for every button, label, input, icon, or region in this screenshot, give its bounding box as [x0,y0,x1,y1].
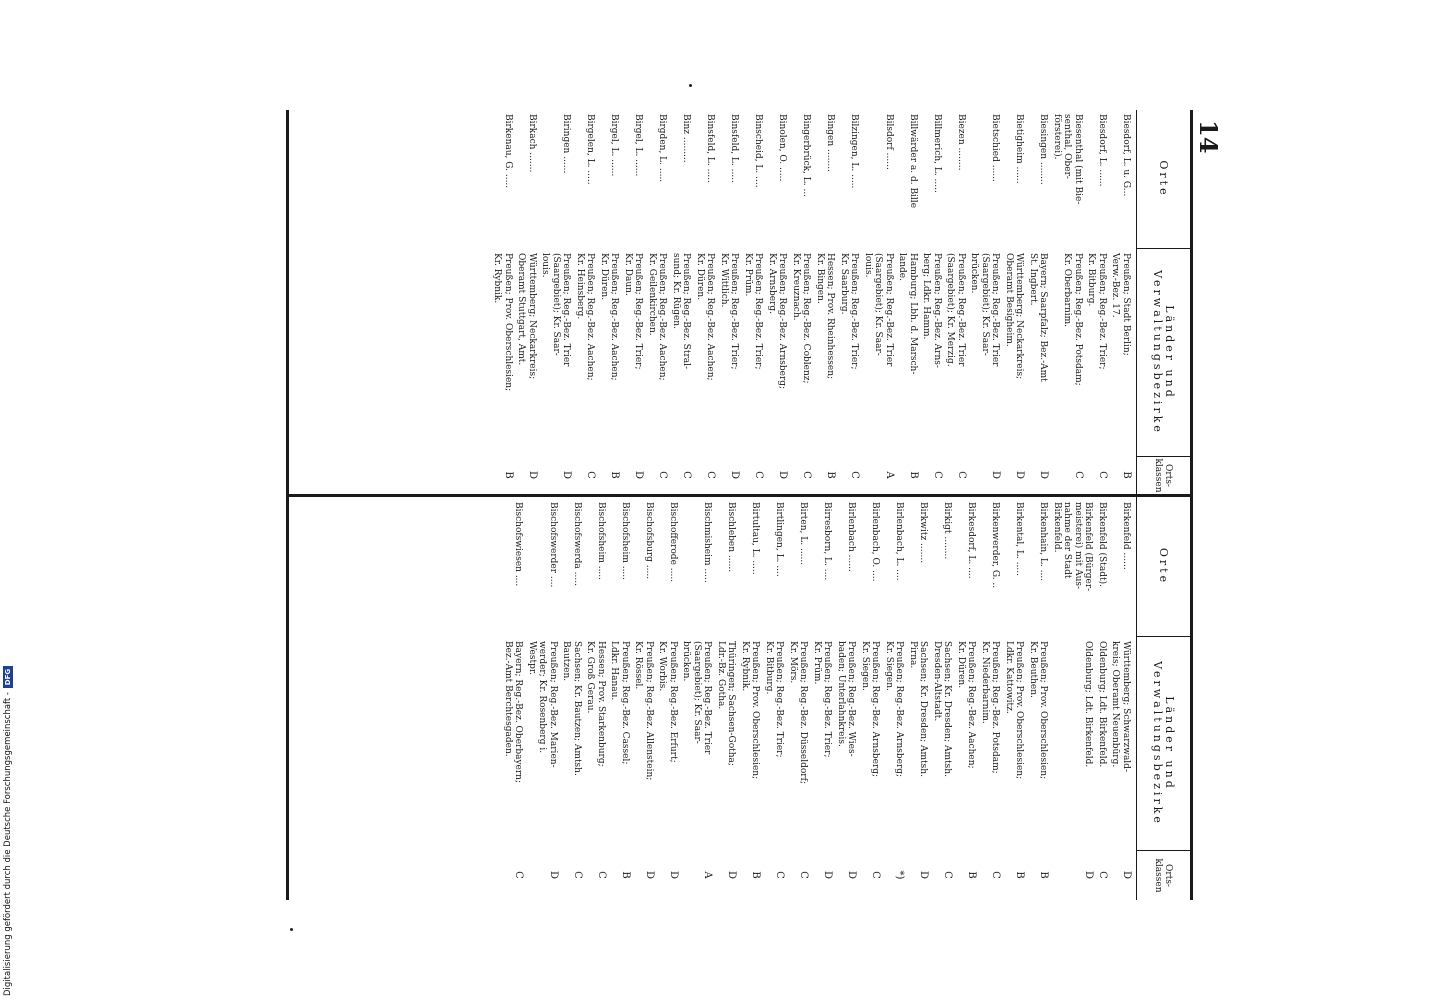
verwaltungsbezirk-line: Preußen; Reg.-Bez. Erfurt; [668,641,678,763]
scan-speck [689,84,692,87]
verwaltungsbezirk-line: Sachsen; Kr. Bautzen; Amtsh. [572,641,582,776]
ort-name-line: Billwärder a. d. Bille [908,114,918,209]
ort-name-line: Birkenfeld (Stadt). [1097,502,1107,587]
ort-name-line: Birkach ....... [527,114,537,173]
verwaltungsbezirk-line: Preußen; Reg.-Bez. Arnsberg; [894,641,905,778]
verwaltungsbezirk [1083,637,1094,850]
ortsklasse: D [729,470,741,480]
table-row [585,110,606,900]
verwaltungsbezirk-line: Kr. Daun. [623,253,633,296]
verwaltungsbezirk-line: Kr. Mörs. [788,641,798,684]
ortsklasse: C [705,471,717,479]
verwaltungsbezirk-line: Kr. Düren. [956,641,966,689]
verwaltungsbezirk-line: Hessen; Prov. Rheinhessen; [825,253,836,380]
verwaltungsbezirk [1004,637,1025,850]
table-bottom-rule [286,110,289,900]
table-row [527,110,559,900]
verwaltungsbezirk [764,637,785,850]
ort-name-line: Birlenbach ...... [846,502,857,572]
ort-name-line: Bischofswerder .... [548,502,558,588]
table-row [908,110,929,900]
ort-name-line: Bischofferode ..... [668,502,678,583]
table-row [633,110,654,900]
verwaltungsbezirk-line: Preußen; Reg.-Bez. Stral- [681,253,692,370]
ortsklasse: D [633,470,645,480]
ortsklasse: C [585,471,597,479]
verwaltungsbezirk-line: Kr. Rybnik. [492,253,503,304]
verwaltungsbezirk-line: brücken. [969,253,980,294]
verwaltungsbezirk-line: Preußen; Prov. Oberschlesien; [1014,641,1025,780]
ort-name-line: Birlenbach, O. .... [870,502,881,582]
table-row [812,110,833,900]
ort-name-line: Birkenfeld ...... [1121,502,1131,570]
ort-name [513,498,524,636]
verwaltungsbezirk-line: Preußen; Reg.-Bez. Wies- [846,641,857,757]
verwaltungsbezirk-line: Bez.-Amt Berchtesgaden. [503,641,513,757]
ortsklasse: C [801,471,813,479]
ort-name [620,498,631,636]
verwaltungsbezirk-line: (Saargebiet); Kr. Saar- [980,253,990,356]
ort-name [822,498,833,636]
ort-name [750,498,761,636]
ort-name [798,498,809,636]
ort-name-line: Binsfeld, L. ..... [705,114,716,183]
header-ortsklassen: Orts- klassen [1153,858,1174,893]
verwaltungsbezirk [527,637,559,850]
ort-name-line: Birkenhain, L. .... [1038,502,1049,582]
dfg-credit [3,666,13,996]
table-top-rule [1190,110,1193,900]
verwaltungsbezirk-line: Ldkr. Hanau. [609,641,620,701]
verwaltungsbezirk-line: Preußen; Reg.-Bez. Trier [561,253,572,367]
verwaltungsbezirk-line: Preußen; Reg.-Bez. Coblenz; [801,253,812,384]
ort-name [1121,498,1132,636]
verwaltungsbezirk-line: (Saargebiet); Kr. Saar- [551,253,561,356]
verwaltungsbezirk-line: St. Ingbert. [1028,253,1038,306]
verwaltungsbezirk-line: Preußen; Reg.-Bez. Trier; [729,253,740,370]
verwaltungsbezirk [585,637,606,850]
ortsklasse: B [966,871,978,879]
ortsklasse: D [990,470,1002,480]
ort-name-line: Binolen, O. ..... [777,114,788,182]
verwaltungsbezirk-line: Oldenburg; Ldt. Birkenfeld. [1083,641,1094,768]
verwaltungsbezirk [633,637,654,850]
ort-name-line: Biesingen ........ [1038,114,1049,185]
verwaltungsbezirk-line: Preußen; Reg.-Bez. Trier [990,253,1001,367]
ort-name-line: Bischofswiesen .... [513,502,524,587]
verwaltungsbezirk-line: brücken. [681,641,692,682]
ort-name [726,498,737,636]
ortsklasse: C [753,471,765,479]
verwaltungsbezirk-line: Kr. Geilenkirchen. [647,253,657,336]
verwaltungsbezirk [932,637,953,850]
ortsklasse: B [908,471,919,479]
verwaltungsbezirk-line: Preußen; Stadt Berlin; [1121,253,1131,356]
ort-name [990,498,1001,636]
ortsklasse: B [825,471,837,479]
ort-name [572,498,583,636]
verwaltungsbezirk-line: Preußen; Reg.-Bez. Trier; [822,641,833,758]
verwaltungsbezirk-line: Preußen; Reg.-Bez. Trier; [753,253,764,370]
table-row [932,110,953,900]
verwaltungsbezirk-line: Kr. Arnsberg. [767,253,777,314]
ortsklasse: A [702,871,714,879]
table-row [980,110,1001,900]
verwaltungsbezirk-line: Preußen; Reg.-Bez. Aachen; [657,253,668,381]
verwaltungsbezirk [788,637,809,850]
ort-name-line: försterei). [1052,114,1062,160]
verwaltungsbezirk-line: Preußen; Reg.-Bez. Potsdam; [1073,253,1083,386]
ortsklasse: C [932,471,943,479]
table-row [1004,110,1025,900]
dfg-credit-text: Digitalisierung gefördert durch die Deutsche Forschungsgemeinschaft - [3,692,13,996]
ort-name-line: Binz ......... [681,114,692,163]
verwaltungsbezirk-line: Ldkr. Kattowitz. [1004,641,1014,714]
verwaltungsbezirk [716,637,737,850]
ort-name-line: Birgel, L. ...... [609,114,620,177]
verwaltungsbezirk-line: Westpr. [527,641,537,676]
ortsklasse: C [1073,471,1084,479]
ort-name-line: Bischofsburg ..... [644,502,654,580]
verwaltungsbezirk-line: Kr. Rybnik. [740,641,750,692]
verwaltungsbezirk [1110,637,1131,850]
verwaltungsbezirk [980,637,1001,850]
verwaltungsbezirk-line: Preußen; Reg.-Bez. Trier; [849,253,860,370]
ort-name [942,498,953,636]
ortsklasse: C [956,471,967,479]
verwaltungsbezirk-line: kreis; Oberamt Neuenbürg. [1110,641,1121,768]
ort-name-line: Bischofsheim ..... [620,502,630,581]
verwaltungsbezirk-line: Pirna. [908,641,918,669]
verwaltungsbezirk [884,637,905,850]
ort-name-line: Birten, L. ...... [798,502,809,566]
verwaltungsbezirk-line: Kr. Bitburg. [1086,253,1097,307]
verwaltungsbezirk [812,637,833,850]
verwaltungsbezirk [609,637,630,850]
verwaltungsbezirk-line: Preußen; Reg.-Bez. Aachen; [609,253,620,381]
ortsklasse: B [620,871,631,879]
verwaltungsbezirk-line: Kr. Heinsberg. [575,253,585,320]
verwaltungsbezirk [860,637,881,850]
ort-name-line: Birgelen, L. ..... [585,114,596,185]
ort-name [596,498,607,636]
verwaltungsbezirk-line: Preußen; Reg.-Bez. Potsdam; [990,641,1001,774]
ort-name-line: meisterei) mit Aus- [1073,502,1083,590]
ortsklasse: C [798,871,810,879]
verwaltungsbezirk-line: (Saargebiet); Kr. Merzig. [945,253,956,367]
verwaltungsbezirk-line: Preußen; Reg.-Bez. Trier; [1097,253,1107,370]
verwaltungsbezirk-line: Kr. Rössel. [633,641,644,690]
verwaltungsbezirk-line: Sachsen; Kr. Dresden; Amtsh. [942,641,953,777]
ortsklasse: C [657,471,669,479]
table-row [860,110,881,900]
verwaltungsbezirk-line: Kr. Düren. [695,253,705,301]
ortsklasse: C [870,871,882,879]
verwaltungsbezirk-line: Kr. Beuthen. [1028,641,1038,698]
ort-name-line: Birgel, L. ...... [633,114,644,177]
ort-name [644,498,655,636]
table-row [1052,110,1094,900]
verwaltungsbezirk-line: Oberamt Stuttgart, Amt. [516,253,527,366]
verwaltungsbezirk-line: Preußen; Reg.-Bez. Trier [884,253,894,367]
ortsklasse: D [527,470,538,480]
verwaltungsbezirk-line: Preußen; Reg.-Bez. Trier; [774,641,785,758]
ortsklasse: D [1083,870,1095,880]
ort-name-line: Binscheid, L. .... [753,114,764,188]
verwaltungsbezirk-line: louis. [863,253,873,278]
verwaltungsbezirk-line: Kr. Wittlich. [719,253,729,308]
table-row [884,110,905,900]
ortsklasse: C [681,471,693,479]
verwaltungsbezirk-line: Preußen; Prov. Oberschlesien; [503,253,513,392]
verwaltungsbezirk-line: Württemberg; Neckarkreis; [1014,253,1025,380]
dfg-logo-icon: DFG [3,666,13,688]
ortsklasse: D [726,870,738,880]
ort-name-line: Birlenbach, L. .... [894,502,905,581]
verwaltungsbezirk [657,637,678,850]
table-row [657,110,678,900]
ortsklasse: B [1038,871,1050,879]
verwaltungsbezirk [956,637,977,850]
ort-name-line: Bietigheim ...... [1014,114,1025,184]
ort-name-line: Bischofsheim ..... [596,502,606,581]
verwaltungsbezirk-line: Preußen; Reg.-Bez. Cassel; [620,641,630,765]
verwaltungsbezirk-line: Preußen; Prov. Oberschlesien; [1038,641,1049,780]
verwaltungsbezirk-line: Preußen; Reg.-Bez. Trier [956,253,966,367]
table-page [273,110,1223,900]
ort-name-line: Billmerich, L. ..... [932,114,942,193]
ort-name-line: Birkigt ........ [942,502,953,560]
verwaltungsbezirk [503,637,524,850]
verwaltungsbezirk-line: Württemberg; Schwarzwald- [1121,641,1131,772]
ortsklasse: B [1014,871,1026,879]
verwaltungsbezirk-line: Bayern; Saarpfalz; Bez.-Amt [1038,253,1049,382]
verwaltungsbezirk-line: Preußen; Reg.-Bez. Trier; [633,253,644,370]
ort-name-line: Birkesdorf, L. .... [966,502,977,579]
verwaltungsbezirk-line: Kr. Oberbarnim. [1062,253,1073,328]
verwaltungsbezirk-line: Kr. Prüm. [743,253,753,297]
ortsklasse: D [644,870,655,880]
verwaltungsbezirk [681,637,713,850]
verwaltungsbezirk-line: Kr. Worbis. [657,641,668,692]
verwaltungsbezirk-line: Kr. Groß Gerau. [585,641,596,714]
ort-name-line: Birtultau, L. ..... [750,502,761,575]
table-row [788,110,809,900]
ort-name-line: Biesdorf, L. ...... [1097,114,1107,187]
ortsklasse: C [849,471,861,479]
ort-name [702,498,713,636]
verwaltungsbezirk-line: Kr. Prüm. [812,641,822,685]
scan-speck [290,928,293,931]
ortsklasse: C [990,871,1002,879]
table-row [1028,110,1049,900]
ort-name [1052,498,1094,636]
verwaltungsbezirk-line: Preußen; Reg.-Bez. Aachen; [585,253,596,381]
page-number: 14 [1194,120,1223,154]
ort-name-line: Birkenfeld. [1052,502,1062,553]
ortsklasse: C [1097,871,1108,879]
ort-name [966,498,977,636]
verwaltungsbezirk-line: Oberamt Besigheim. [1004,253,1014,347]
table-row [503,110,524,900]
ort-name [870,498,881,636]
ort-name-line: Biesdorf, L. u. G... [1121,114,1131,197]
verwaltungsbezirk-line: Preußen; Reg.-Bez. Düsseldorf; [798,641,809,784]
ortsklasse: D [1014,470,1026,480]
ortsklasse: A [884,471,895,479]
verwaltungsbezirk-line: Kr. Siegen. [884,641,894,691]
table-row [561,110,582,900]
verwaltungsbezirk-line: Hessen; Prov. Starkenburg; [596,641,606,767]
ortsklasse: B [750,871,762,879]
ort-name-line: Birgden, L. ..... [657,114,668,183]
verwaltungsbezirk-line: Preußen; Reg.-Bez. Marien- [548,641,558,768]
header-laender: Länder und Verwaltungsbezirke [1151,661,1177,826]
verwaltungsbezirk-line: berg; Ldkr. Hamm. [921,253,932,340]
ortsklasse: C [1097,471,1108,479]
ortsklasse: B [1121,471,1132,479]
verwaltungsbezirk-line: lande. [897,253,908,281]
verwaltungsbezirk-line: Preußen; Reg.-Bez. Arnsberg; [777,253,788,390]
ortsklasse: C [513,871,525,879]
ort-name-line: Bingerbrück, L. ... [801,114,812,198]
verwaltungsbezirk-line: Sachsen; Kr. Dresden; Amtsh. [918,641,929,777]
ortsklasse: D [668,870,679,880]
ort-name-line: Bietschied ...... [990,114,1001,182]
verwaltungsbezirk-line: Preußen; Reg.-Bez. Aachen; [966,641,977,769]
verwaltungsbezirk-line: Bayern; Reg.-Bez. Oberbayern; [513,641,524,783]
ort-name [774,498,785,636]
ort-name-line: Birkental, L. ..... [1014,502,1025,576]
header-orte: Orte [1157,547,1171,586]
verwaltungsbezirk-line: (Saargebiet); Kr. Saar- [873,253,884,356]
ort-name [548,498,559,636]
ort-name-line: Bischmisheim ..... [702,502,713,583]
ortsklasse: C [572,871,583,879]
ort-name-line: Birresborn, L. .... [822,502,833,581]
verwaltungsbezirk-line: werder; Kr. Rosenberg i. [537,641,548,754]
ortsklasse: D [777,470,789,480]
verwaltungsbezirk-line: Preußen; Reg.-Bez. Arns- [932,253,942,368]
ort-name-line: Biezen ........ [956,114,966,171]
ortsklasse: B [609,471,621,479]
ortsklasse: C [942,871,954,879]
verwaltungsbezirk-line: Kr. Bingen. [815,253,825,304]
verwaltungsbezirk [561,637,582,850]
table-row [1097,110,1108,900]
verwaltungsbezirk-line: Kr. Niederbarnim. [980,641,990,724]
ortsklasse: *) [894,870,906,880]
ort-name [918,498,929,636]
verwaltungsbezirk-line: Preußen; Reg.-Bez. Trier [702,641,713,755]
verwaltungsbezirk [836,637,857,850]
ort-name-line: senthal, Ober- [1062,114,1073,179]
verwaltungsbezirk [1028,637,1049,850]
table-row [764,110,785,900]
ort-name [894,498,905,636]
verwaltungsbezirk [1097,637,1108,850]
ortsklasse: D [918,870,930,880]
header-ortsklassen: Orts- klassen [1153,458,1174,493]
ort-name-line: Birkwitz ....... [918,502,929,564]
ort-name [668,498,679,636]
ort-name-line: Birkenfeld (Bürger- [1083,502,1094,592]
verwaltungsbezirk-line: Preußen; Reg.-Bez. Allenstein; [644,641,654,781]
ort-name [1097,498,1108,636]
verwaltungsbezirk-line: (Saargebiet); Kr. Saar- [692,641,702,744]
verwaltungsbezirk-line: Verw.-Bez. 17. [1110,253,1121,318]
verwaltungsbezirk-line: baden; Unterlahnkreis. [836,641,846,747]
verwaltungsbezirk-line: louis. [540,253,551,278]
verwaltungsbezirk-line: Kr. Saarburg. [839,253,849,315]
ort-name-line: Birtlingen, L. .... [774,502,785,577]
ortsklasse: C [596,871,607,879]
verwaltungsbezirk-line: Ldr.-Bz. Gotha. [716,641,726,710]
table-row [609,110,630,900]
ort-name-line: Bingen ........ [825,114,836,172]
ort-name-line: Biesenthal (mit Bie- [1073,114,1083,205]
ort-name [1038,498,1049,636]
verwaltungsbezirk-line: Preußen; Reg.-Bez. Arnsberg; [870,641,881,778]
ortsklasse: B [503,471,514,479]
ort-name-line: nahme der Stadt [1062,502,1073,579]
verwaltungsbezirk-line: Kr. Siegen. [860,641,870,691]
table-row [740,110,761,900]
ort-name-line: Bischleben ...... [726,502,737,573]
verwaltungsbezirk-line: Preußen; Reg.-Bez. Aachen; [705,253,716,381]
table-row [836,110,857,900]
verwaltungsbezirk-line: Thüringen; Sachsen-Gotha; [726,641,737,766]
verwaltungsbezirk-line: Bautzen. [561,641,572,682]
verwaltungsbezirk-line: Kr. Düren. [599,253,609,301]
ortsklasse: D [1038,470,1050,480]
ort-name-line: Binsfeld, L. ..... [729,114,740,183]
ort-name-line: Bischofswerda ..... [572,502,582,586]
verwaltungsbezirk-line: Dresden-Altstadt. [932,641,942,722]
table-row [956,110,977,900]
ort-name [1014,498,1025,636]
ortsklasse: D [1121,870,1132,880]
verwaltungsbezirk-line: Württemberg; Neckarkreis; [527,253,537,380]
verwaltungsbezirk-line: Kr. Kreuznach. [791,253,801,321]
ort-name-line: Bilsdorf ...... [884,114,894,170]
ort-name-line: Birkenau, G. ..... [503,114,513,189]
verwaltungsbezirk-line: Preußen; Prov. Oberschlesien; [750,641,761,780]
verwaltungsbezirk-line: Oldenburg; Ldt. Birkenfeld. [1097,641,1107,768]
ort-name-line: Birkenwerder, G. .. [990,502,1001,589]
header-orte: Orte [1157,160,1171,198]
ortsklasse: C [774,871,786,879]
ortsklasse: D [548,870,559,880]
verwaltungsbezirk-line: Kr. Bitburg. [764,641,774,695]
ortsklasse: D [846,870,858,880]
ort-name-line: Bilzingen, L. ..... [849,114,860,189]
table-row [681,110,713,900]
verwaltungsbezirk-line: sund; Kr. Rügen. [671,253,681,329]
ort-name-line: Biringen ...... [561,114,572,174]
table-row [1110,110,1131,900]
ortsklasse: D [561,470,573,480]
verwaltungsbezirk-line: Hamburg; Lbh. d. Marsch- [908,253,918,375]
header-laender: Länder und Verwaltungsbezirke [1151,270,1177,435]
verwaltungsbezirk [908,637,929,850]
table-row [716,110,737,900]
verwaltungsbezirk [740,637,761,850]
ort-name [846,498,857,636]
ortsklasse: D [822,870,834,880]
